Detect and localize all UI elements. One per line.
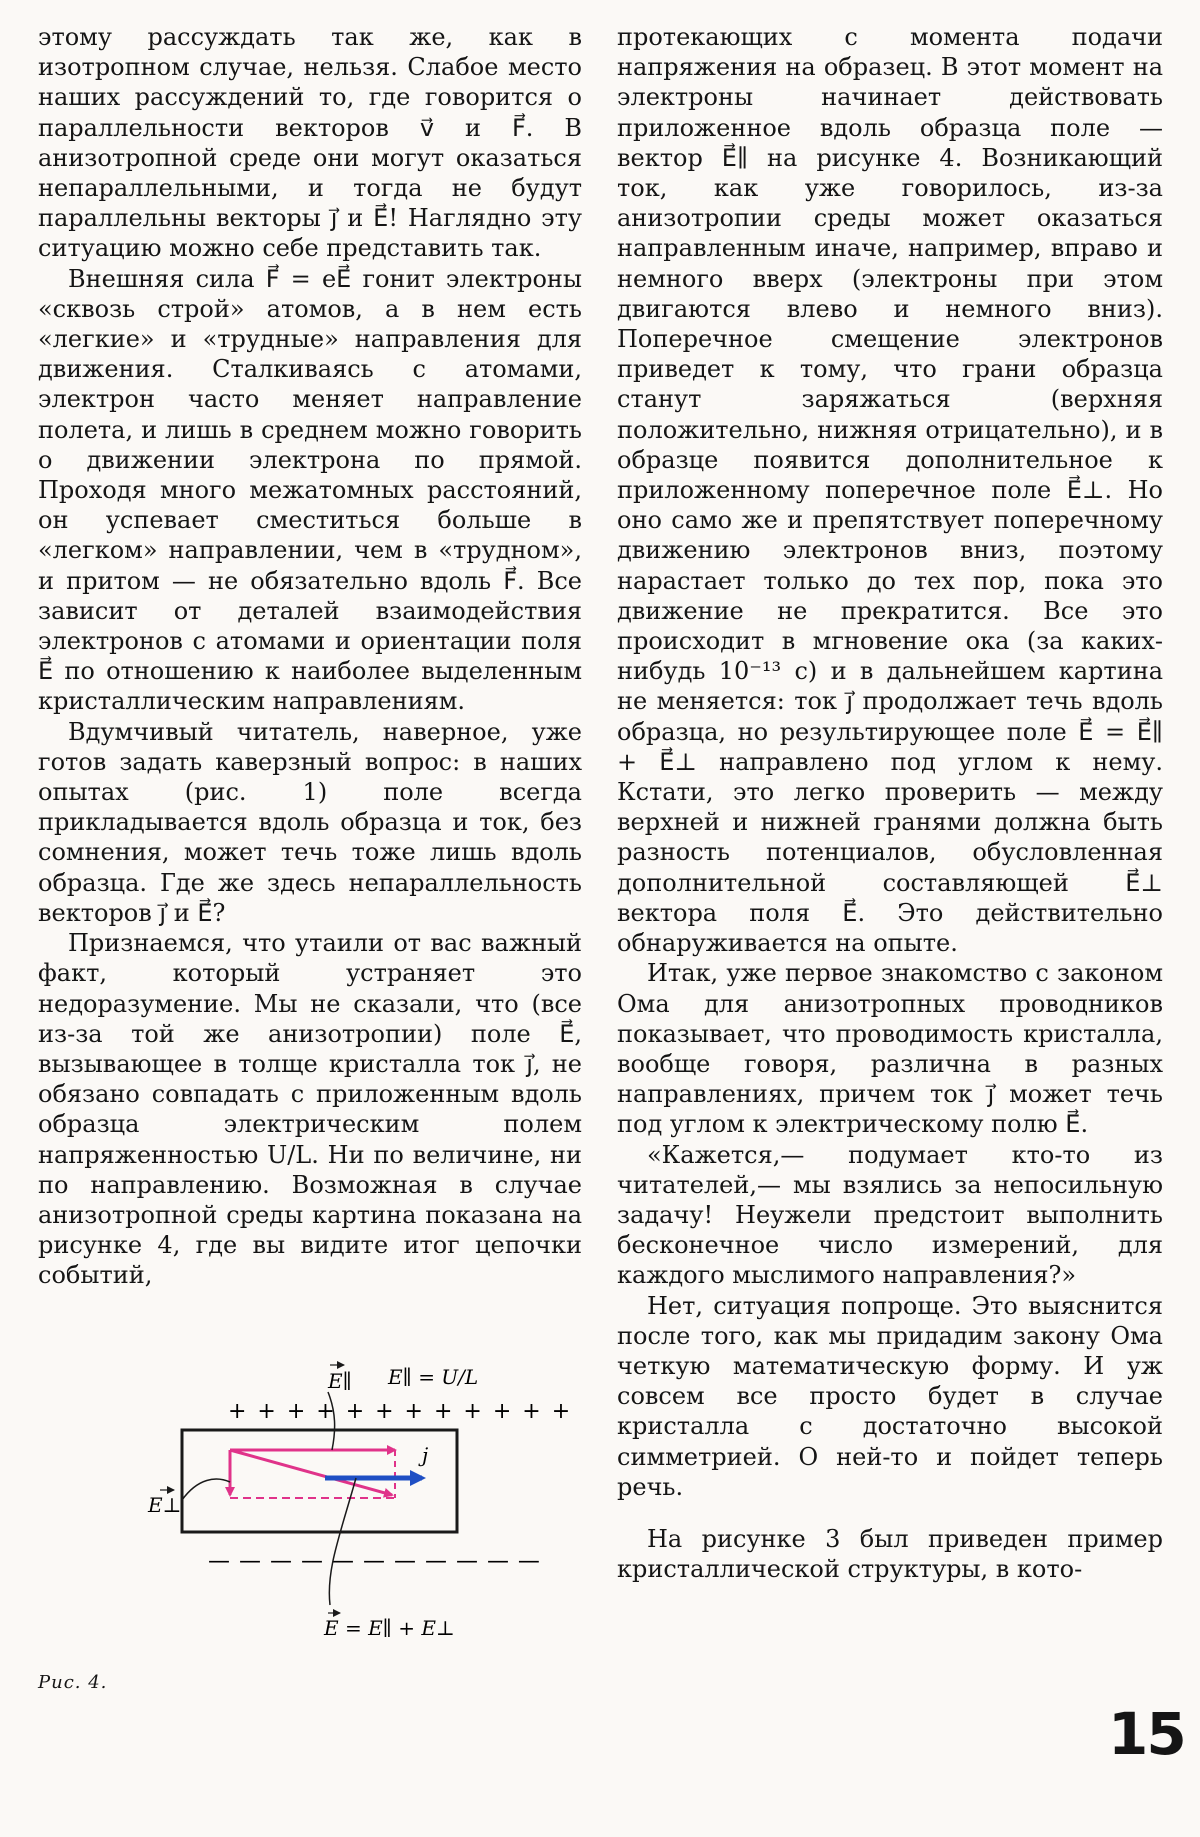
right-paragraph-2: Итак, уже первое знакомство с законом Ома для анизотропных проводников показывает, что проводимость кристалла, вообще говоря, различна в разных направлениях, причем ток j⃗ может течь под углом к электрическому полю E⃗.	[617, 959, 1163, 1139]
figure-4-diagram	[148, 1350, 573, 1650]
left-column	[38, 22, 582, 1291]
right-paragraph-1: протекающих с момента подачи напряжения на образец. В этот момент на электроны начинает действовать приложенное вдоль образца поле — вектор E⃗∥ на рисунке 4. Возникающий ток, как уже говорилось, из-за анизотропии среды может оказаться направленным иначе, например, вправо и немного вверх (электроны при этом двигаются влево и немного вниз). Поперечное смещение электронов приведет к тому, что грани образца станут заряжаться (верхняя положительно, нижняя отрицательно), и в образце появится дополнительное к приложенному поперечное поле E⃗⊥. Но оно само же и препятствует поперечному движению электронов вниз, поэтому нарастает только до тех пор, пока это движение не прекратится. Все это происходит в мгновение ока (за каких-нибудь 10⁻¹³ с) и в дальнейшем картина не меняется: ток j⃗ продолжает течь вдоль образца, но результирующее поле E⃗ = E⃗∥ + E⃗⊥ направлено под углом к нему. Кстати, это легко проверить — между верхней и нижней гранями должна быть разность потенциалов, обусловленная дополнительной составляющей E⃗⊥ вектора поля E⃗. Это действительно обнаруживается на опыте.	[617, 23, 1163, 958]
positive-charges: + + + + + + + + + + + +	[228, 1399, 573, 1424]
label-e-parallel: E∥	[328, 1369, 352, 1393]
right-paragraph-4: Нет, ситуация попроще. Это выяснится после того, как мы придадим закону Ома четкую математическую форму. И уж совсем все просто будет в случае кристалла с достаточно высокой симметрией. О ней-то и пойдет теперь речь.	[617, 1291, 1163, 1501]
label-e-perp: E⊥	[148, 1493, 182, 1517]
pointer-e-perp	[182, 1479, 230, 1500]
right-paragraph-3: «Кажется,— подумает кто-то из читателей,— мы взялись за непосильную задачу! Неужели предстоит выполнить бесконечное число измерений, для каждого мыслимого направления?»	[617, 1140, 1163, 1290]
sample-rectangle	[182, 1430, 457, 1532]
left-paragraph-2: Внешняя сила F⃗ = eE⃗ гонит электроны «сквозь строй» атомов, а в нем есть «легкие» и «трудные» направления для движения. Сталкиваясь с атомами, электрон часто меняет направление полета, и лишь в среднем можно говорить о движении электрона по прямой. Проходя много межатомных расстояний, он успевает сместиться больше в «легком» направлении, чем в «трудном», и притом — не обязательно вдоль F⃗. Все зависит от деталей взаимодействия электронов с атомами и ориентации поля E⃗ по отношению к наиболее выделенным кристаллическим направлениям.	[38, 264, 582, 716]
page-number: 15	[1108, 1700, 1185, 1768]
label-j: j	[422, 1443, 429, 1467]
left-paragraph-3: Вдумчивый читатель, наверное, уже готов задать каверзный вопрос: в наших опытах (рис. 1) поле всегда прикладывается вдоль образца и ток, без сомнения, может течь тоже лишь вдоль образца. Где же здесь непараллельность векторов j⃗ и E⃗?	[38, 717, 582, 927]
left-paragraph-4: Признаемся, что утаили от вас важный факт, который устраняет это недоразумение. Мы не сказали, что (все из-за той же анизотропии) поле E⃗, вызывающее в толще кристалла ток j⃗, не обязано совпадать с приложенным вдоль образца электрическим полем напряженностью U/L. Ни по величине, ни по направлению. Возможная в случае анизотропной среды картина показана на рисунке 4, где вы видите итог цепочки событий,	[38, 929, 582, 1290]
right-column	[617, 22, 1163, 1584]
right-paragraph-5: На рисунке 3 был приведен пример кристаллической структуры, в кото-	[617, 1524, 1163, 1584]
label-formula-bottom: E = E∥ + E⊥	[324, 1616, 455, 1640]
negative-charges: — — — — — — — — — — —	[208, 1549, 541, 1574]
e-resultant-vector	[230, 1450, 392, 1495]
label-formula-top: E∥ = U/L	[388, 1365, 479, 1389]
left-paragraph-1: этому рассуждать так же, как в изотропном случае, нельзя. Слабое место наших рассуждений то, где говорится о параллельности векторов v⃗ и F⃗. В анизотропной среде они могут оказаться непараллельными, и тогда не будут параллельны векторы j⃗ и E⃗! Наглядно эту ситуацию можно себе представить так.	[38, 23, 582, 263]
figure-4	[148, 1350, 573, 1650]
figure-caption: Рис. 4.	[38, 1672, 108, 1693]
